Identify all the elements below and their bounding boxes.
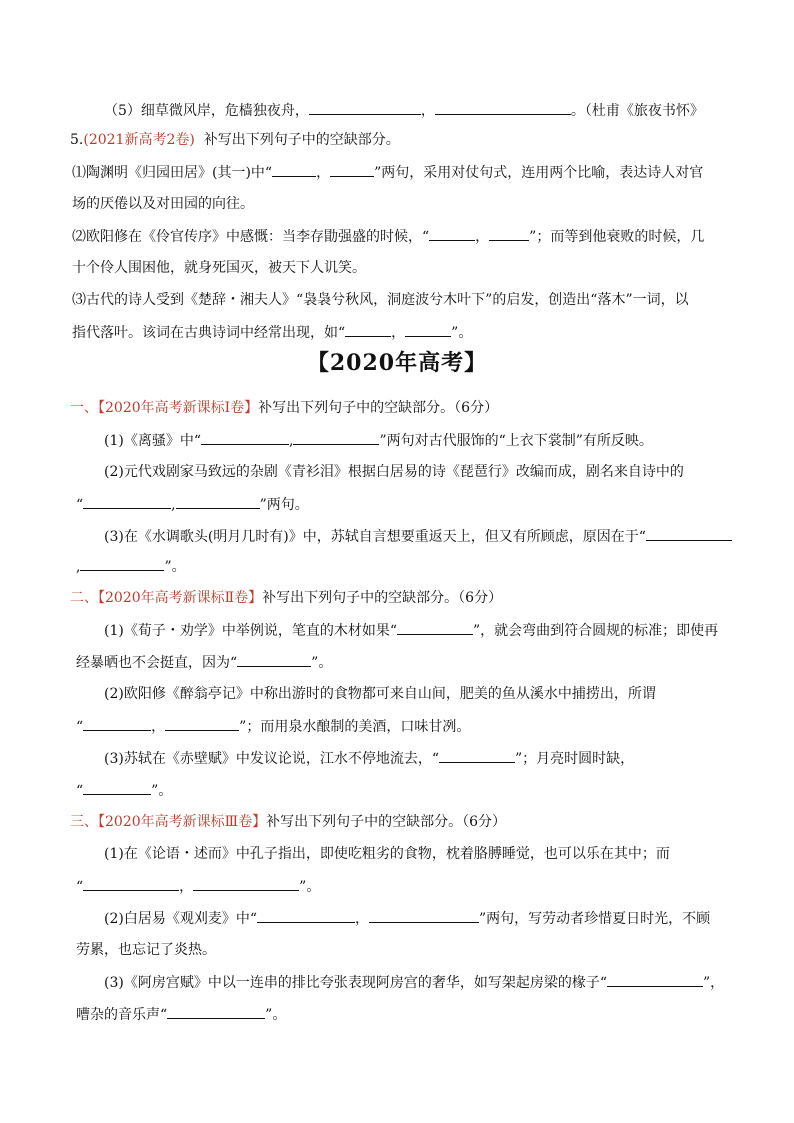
answer-blank[interactable]: [435, 100, 571, 115]
answer-blank[interactable]: [201, 430, 289, 445]
punct: ，: [420, 103, 435, 119]
punct: ,: [289, 433, 294, 449]
question-number: 二、: [70, 590, 98, 606]
exam-tag: 【2020年高考新课标Ⅱ卷】: [98, 590, 263, 606]
question-text: 劳累，也忘记了炎热。: [76, 942, 216, 958]
answer-blank[interactable]: [193, 876, 299, 891]
question-text: ”，就会弯曲到符合圆规的标准；即使再: [473, 623, 719, 639]
answer-blank[interactable]: [80, 556, 164, 571]
question-text: ”。: [151, 783, 173, 799]
answer-blank[interactable]: [309, 100, 421, 115]
answer-blank[interactable]: [83, 876, 179, 891]
question-line: [104, 844, 670, 864]
question-line: [72, 322, 472, 343]
question-line: [72, 258, 366, 278]
question-line: [104, 620, 718, 641]
section-title: 【2020年高考】: [306, 350, 488, 376]
question-line: [76, 940, 216, 960]
question-heading: [70, 130, 400, 150]
question-number: 5.: [70, 132, 84, 148]
question-heading: [70, 398, 498, 418]
answer-blank[interactable]: [293, 430, 379, 445]
answer-blank[interactable]: [405, 322, 451, 337]
answer-blank[interactable]: [167, 1004, 265, 1019]
answer-blank[interactable]: [397, 620, 473, 635]
question-line: [76, 494, 309, 515]
question-instruction: 补写出下列句子中的空缺部分。（6分）: [266, 814, 507, 830]
question-line: [76, 716, 470, 737]
question-line: [104, 430, 653, 451]
answer-blank[interactable]: [257, 908, 355, 923]
answer-blank[interactable]: [345, 322, 391, 337]
question-instruction: 补写出下列句子中的空缺部分。: [203, 132, 400, 148]
question-line: [76, 556, 186, 577]
question-text: ”两句，写劳动者珍惜夏日时光，不顾: [479, 911, 711, 927]
question-text: “: [76, 719, 84, 735]
punct: ，: [179, 879, 194, 895]
answer-blank[interactable]: [176, 494, 260, 509]
question-text: 指代落叶。该词在古典诗词中经常出现，如“: [72, 325, 346, 341]
question-line: [104, 748, 634, 769]
question-text: “: [76, 879, 84, 895]
question-instruction: 补写出下列句子中的空缺部分。（6分）: [258, 400, 499, 416]
question-text: ”。: [299, 879, 321, 895]
punct: ，: [391, 325, 406, 341]
question-line: [72, 226, 704, 247]
answer-blank[interactable]: [439, 748, 515, 763]
question-text: (3)在《水调歌头(明月几时有)》中，苏轼自言想要重返天上，但又有所顾虑，原因在于“: [104, 529, 646, 545]
question-text: ”；而等到他衰败的时候，几: [529, 229, 705, 245]
punct: ,: [76, 559, 81, 575]
question-line: [72, 290, 689, 310]
answer-blank[interactable]: [607, 972, 703, 987]
answer-blank[interactable]: [237, 652, 311, 667]
question-text: ”；月亮时圆时缺，: [515, 751, 635, 767]
question-text: ”两句。: [259, 497, 309, 513]
question-text: ”两句，采用对仗句式，连用两个比喻，表达诗人对官: [374, 165, 704, 181]
exam-tag: 【2020年高考新课标Ⅲ卷】: [98, 814, 267, 830]
answer-blank[interactable]: [165, 716, 239, 731]
question-text: (2)元代戏剧家马致远的杂剧《青衫泪》根据白居易的诗《琵琶行》改编而成，剧名来自诗中的: [104, 464, 684, 480]
answer-blank[interactable]: [83, 494, 171, 509]
punct: ，: [151, 719, 166, 735]
question-line: [76, 1004, 286, 1025]
exam-tag: 【2020年高考新课标Ⅰ卷】: [98, 400, 259, 416]
question-text: ”两句对古代服饰的“上衣下裳制”有所反映。: [379, 433, 653, 449]
answer-blank[interactable]: [272, 162, 316, 177]
question-line: [72, 194, 254, 214]
question-text: 经暴晒也不会挺直，因为“: [76, 655, 238, 671]
question-text: (1)《离骚》中“: [104, 433, 201, 449]
question-text: 十个伶人围困他，就身死国灭，被天下人讥笑。: [72, 260, 366, 276]
question-text: ”。: [451, 325, 473, 341]
question-text: “: [76, 497, 84, 513]
question-instruction: 补写出下列句子中的空缺部分。（6分）: [262, 590, 503, 606]
question-text: ”；而用泉水酿制的美酒，口味甘冽。: [239, 719, 471, 735]
punct: ，: [316, 165, 331, 181]
question-text: (3)苏轼在《赤壁赋》中发议论说，江水不停地流去，“: [104, 751, 439, 767]
question-heading: [70, 812, 506, 832]
answer-blank[interactable]: [369, 908, 479, 923]
exam-tag: (2021新高考2卷): [83, 132, 195, 148]
question-number: 一、: [70, 400, 98, 416]
question-text: 。（杜甫《旅夜书怀》: [570, 103, 704, 119]
question-text: 嘈杂的音乐声“: [76, 1007, 168, 1023]
punct: ,: [171, 497, 176, 513]
question-text: (1)《荀子・劝学》中举例说，笔直的木材如果“: [104, 623, 397, 639]
answer-blank[interactable]: [429, 226, 475, 241]
question-text: ”，: [703, 975, 725, 991]
punct: ，: [355, 911, 369, 927]
question-line: [104, 972, 724, 993]
question-line: [72, 162, 703, 183]
question-text: ”。: [265, 1007, 287, 1023]
question-text: 场的厌倦以及对田园的向往。: [72, 196, 254, 212]
answer-blank[interactable]: [83, 780, 151, 795]
question-text: （5）细草微风岸，危樯独夜舟，: [104, 103, 309, 119]
answer-blank[interactable]: [489, 226, 529, 241]
question-line: [104, 462, 684, 482]
question-heading: [70, 588, 502, 608]
question-line: [76, 652, 332, 673]
punct: ，: [475, 229, 490, 245]
question-line: [104, 908, 710, 929]
answer-blank[interactable]: [83, 716, 151, 731]
question-line: [76, 780, 172, 801]
question-text: “: [76, 783, 84, 799]
answer-blank[interactable]: [646, 526, 732, 541]
question-text: (3)《阿房宫赋》中以一连串的排比夸张表现阿房宫的奢华，如写架起房梁的椽子“: [104, 975, 607, 991]
answer-blank[interactable]: [330, 162, 374, 177]
question-number: 三、: [70, 814, 98, 830]
question-line: [104, 526, 732, 547]
question-text: ”。: [164, 559, 186, 575]
question-text: ⑴陶渊明《归园田居》(其一)中“: [72, 165, 273, 181]
question-text: ”。: [311, 655, 333, 671]
question-line: [104, 684, 656, 704]
question-line: [104, 100, 704, 121]
question-text: (2)白居易《观刈麦》中“: [104, 911, 257, 927]
question-text: ⑵欧阳修在《伶官传序》中感慨：当李存勖强盛的时候，“: [72, 229, 430, 245]
question-text: (1)在《论语・述而》中孔子指出，即使吃粗劣的食物，枕着胳膊睡觉，也可以乐在其中；而: [104, 846, 670, 862]
question-text: (2)欧阳修《醉翁亭记》中称出游时的食物都可来自山间，肥美的鱼从溪水中捕捞出，所谓: [104, 686, 656, 702]
question-line: [76, 876, 320, 897]
question-text: ⑶古代的诗人受到《楚辞・湘夫人》“袅袅兮秋风，洞庭波兮木叶下”的启发，创造出“落木”一词，以: [72, 292, 689, 308]
